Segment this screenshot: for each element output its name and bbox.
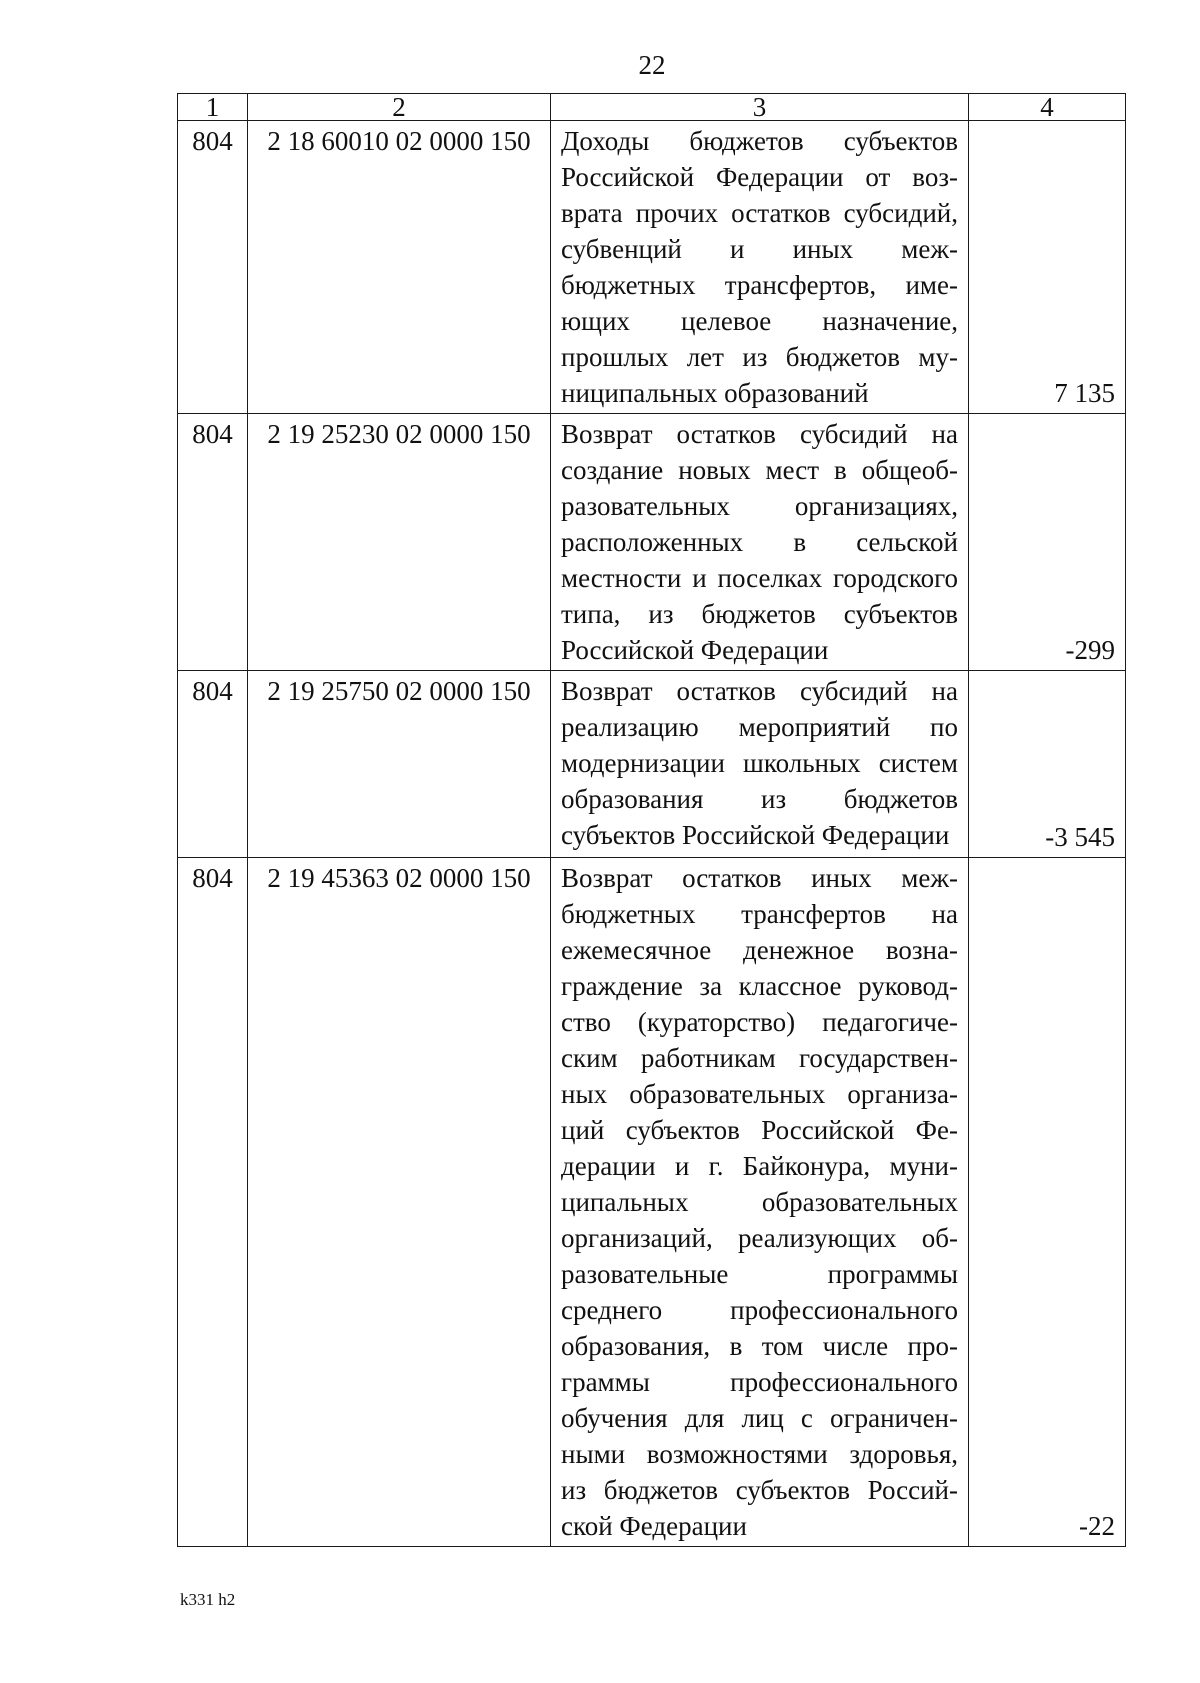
page-number: 22 — [638, 50, 666, 80]
amount-cell: -299 — [969, 414, 1126, 671]
amount-cell: -3 545 — [969, 671, 1126, 858]
amount-cell: 7 135 — [969, 121, 1126, 414]
column-header-3: 3 — [551, 94, 969, 121]
document-footer-code: k331 h2 — [180, 1590, 236, 1609]
admin-code-cell: 804 — [178, 671, 248, 858]
table-row — [178, 858, 1126, 1547]
table-row — [178, 671, 1126, 858]
revenue-name-cell: Доходы бюджетов субъектов Российской Федерации от возврата прочих остатков субсидий, субвенций и иных межбюджетных трансфертов, имеющих целевое назначение, прошлых лет из бюджетов муниципальных образований — [551, 121, 969, 414]
budget-code-cell: 2 18 60010 02 0000 150 — [248, 121, 551, 414]
budget-code-cell: 2 19 25230 02 0000 150 — [248, 414, 551, 671]
table-row — [178, 414, 1126, 671]
amount-cell: -22 — [969, 858, 1126, 1547]
revenue-name-cell: Возврат остатков субсидий на реализацию мероприятий по модернизации школьных систем образования из бюджетов субъектов Российской Федерации — [551, 671, 969, 858]
admin-code-cell: 804 — [178, 414, 248, 671]
revenue-name-cell: Возврат остатков иных межбюджетных трансфертов на ежемесячное денежное вознаграждение за классное руководство (кураторство) педагогическим работникам государственных образовательных организаций субъектов Российской Федерации и г. Байконура, муниципальных образовательных организаций, реализующих образовательные программы среднего профессионального образования, в том числе программы профессионального обучения для лиц с ограниченными возможностями здоровья, из бюджетов субъектов Российской Федерации — [551, 858, 969, 1547]
column-header-1: 1 — [178, 94, 248, 121]
column-header-2: 2 — [248, 94, 551, 121]
admin-code-cell: 804 — [178, 858, 248, 1547]
budget-code-cell: 2 19 25750 02 0000 150 — [248, 671, 551, 858]
admin-code-cell: 804 — [178, 121, 248, 414]
column-header-4: 4 — [969, 94, 1126, 121]
revenue-name-cell: Возврат остатков субсидий на создание новых мест в общеобразовательных организациях, расположенных в сельской местности и поселках городского типа, из бюджетов субъектов Российской Федерации — [551, 414, 969, 671]
budget-revenue-table — [177, 93, 1126, 1547]
table-row — [178, 121, 1126, 414]
budget-code-cell: 2 19 45363 02 0000 150 — [248, 858, 551, 1547]
table-header-row — [178, 94, 1126, 121]
